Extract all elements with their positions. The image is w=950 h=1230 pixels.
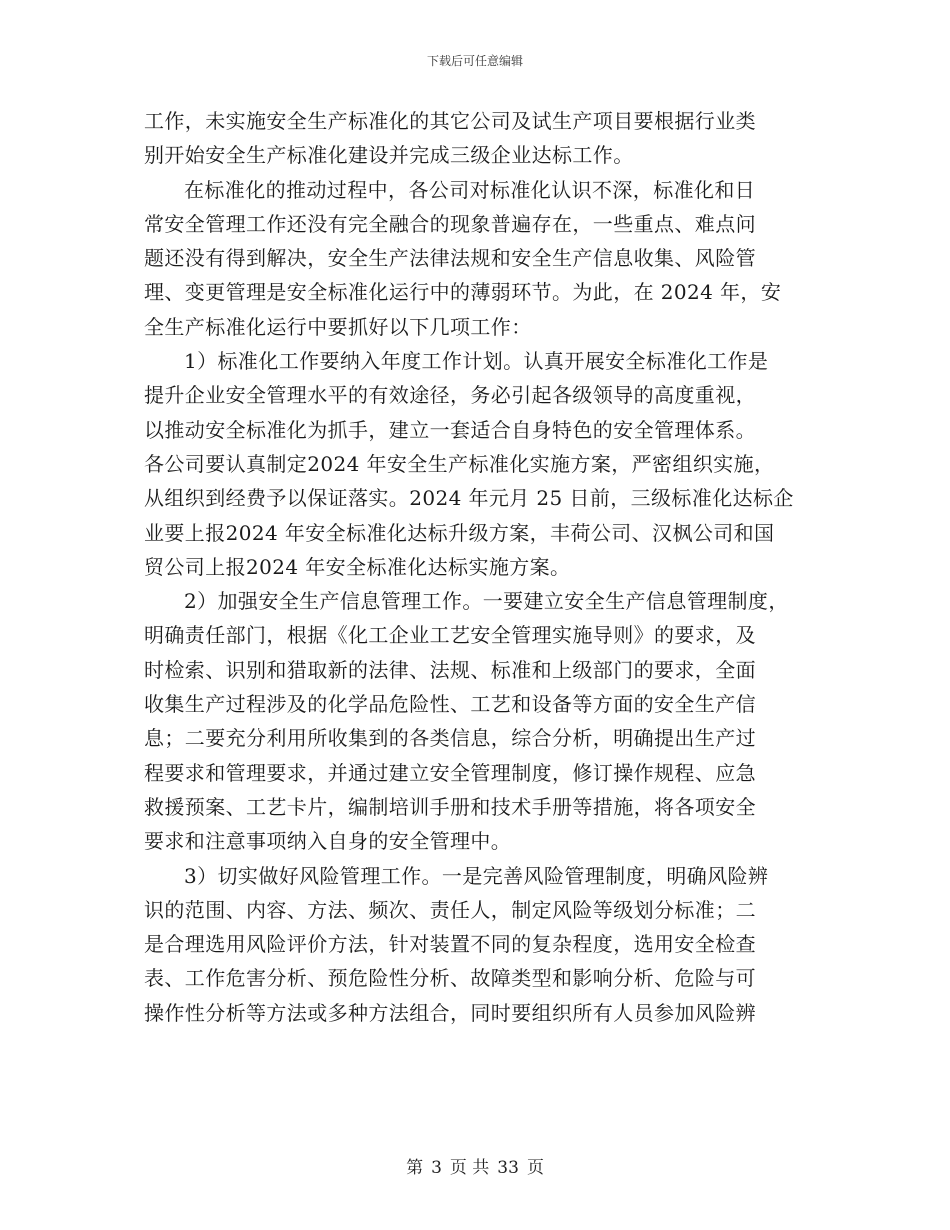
- text-line: 息；二要充分利用所收集到的各类信息，综合分析，明确提出生产过: [144, 726, 756, 751]
- text-line: 3）切实做好风险管理工作。一是完善风险管理制度，明确风险辨: [184, 863, 769, 888]
- footer-page-number: 3: [431, 1158, 442, 1178]
- text-line: 救援预案、工艺卡片，编制培训手册和技术手册等措施，将各项安全: [144, 794, 756, 819]
- page-header: 下载后可任意编辑: [426, 54, 523, 68]
- text-line: 业要上报2024 年安全标准化达标升级方案，丰荷公司、汉枫公司和国: [144, 520, 775, 545]
- document-body: [144, 104, 814, 1030]
- text-line: 工作，未实施安全生产标准化的其它公司及试生产项目要根据行业类: [144, 109, 756, 133]
- text-line: 操作性分析等方法或多种方法组合，同时要组织所有人员参加风险辨: [144, 1000, 756, 1025]
- text-line: 全生产标准化运行中要抓好以下几项工作：: [144, 314, 532, 339]
- text-line: 程要求和管理要求，并通过建立安全管理制度，修订操作规程、应急: [144, 760, 756, 785]
- text-line: 提升企业安全管理水平的有效途径，务必引起各级领导的高度重视，: [144, 383, 756, 408]
- text-line: 在标准化的推动过程中，各公司对标准化认识不深，标准化和日: [184, 177, 756, 202]
- text-line: 以推动安全标准化为抓手，建立一套适合自身特色的安全管理体系。: [144, 417, 756, 442]
- footer-middle: 页 共: [449, 1158, 490, 1178]
- footer-total-pages: 33: [497, 1158, 519, 1178]
- text-line: 各公司要认真制定2024 年安全生产标准化实施方案，严密组织实施，: [144, 451, 775, 476]
- text-line: 题还没有得到解决，安全生产法律法规和安全生产信息收集、风险管: [144, 246, 756, 271]
- text-line: 从组织到经费予以保证落实。2024 年元月 25 日前，三级标准化达标企: [144, 486, 794, 511]
- text-line: 常安全管理工作还没有完全融合的现象普遍存在，一些重点、难点问: [144, 211, 756, 236]
- text-line: 2）加强安全生产信息管理工作。一要建立安全生产信息管理制度，: [184, 589, 789, 614]
- text-line: 贸公司上报2024 年安全标准化达标实施方案。: [144, 554, 571, 579]
- text-line: 收集生产过程涉及的化学品危险性、工艺和设备等方面的安全生产信: [144, 692, 756, 717]
- text-line: 是合理选用风险评价方法，针对装置不同的复杂程度，选用安全检查: [144, 932, 756, 957]
- text-line: 1）标准化工作要纳入年度工作计划。认真开展安全标准化工作是: [184, 349, 769, 374]
- text-line: 要求和注意事项纳入自身的安全管理中。: [144, 829, 512, 854]
- footer-prefix: 第: [406, 1158, 424, 1178]
- text-line: 别开始安全生产标准化建设并完成三级企业达标工作。: [144, 143, 634, 168]
- text-line: 时检索、识别和猎取新的法律、法规、标准和上级部门的要求，全面: [144, 657, 756, 682]
- text-line: 表、工作危害分析、预危险性分析、故障类型和影响分析、危险与可: [144, 966, 756, 991]
- text-line: 明确责任部门，根据《化工企业工艺安全管理实施导则》的要求，及: [144, 623, 756, 648]
- footer-suffix: 页: [526, 1158, 544, 1178]
- page-footer: [0, 1153, 950, 1178]
- text-line: 识的范围、内容、方法、频次、责任人，制定风险等级划分标准；二: [144, 897, 756, 922]
- text-line: 理、变更管理是安全标准化运行中的薄弱环节。为此，在 2024 年，安: [144, 280, 782, 305]
